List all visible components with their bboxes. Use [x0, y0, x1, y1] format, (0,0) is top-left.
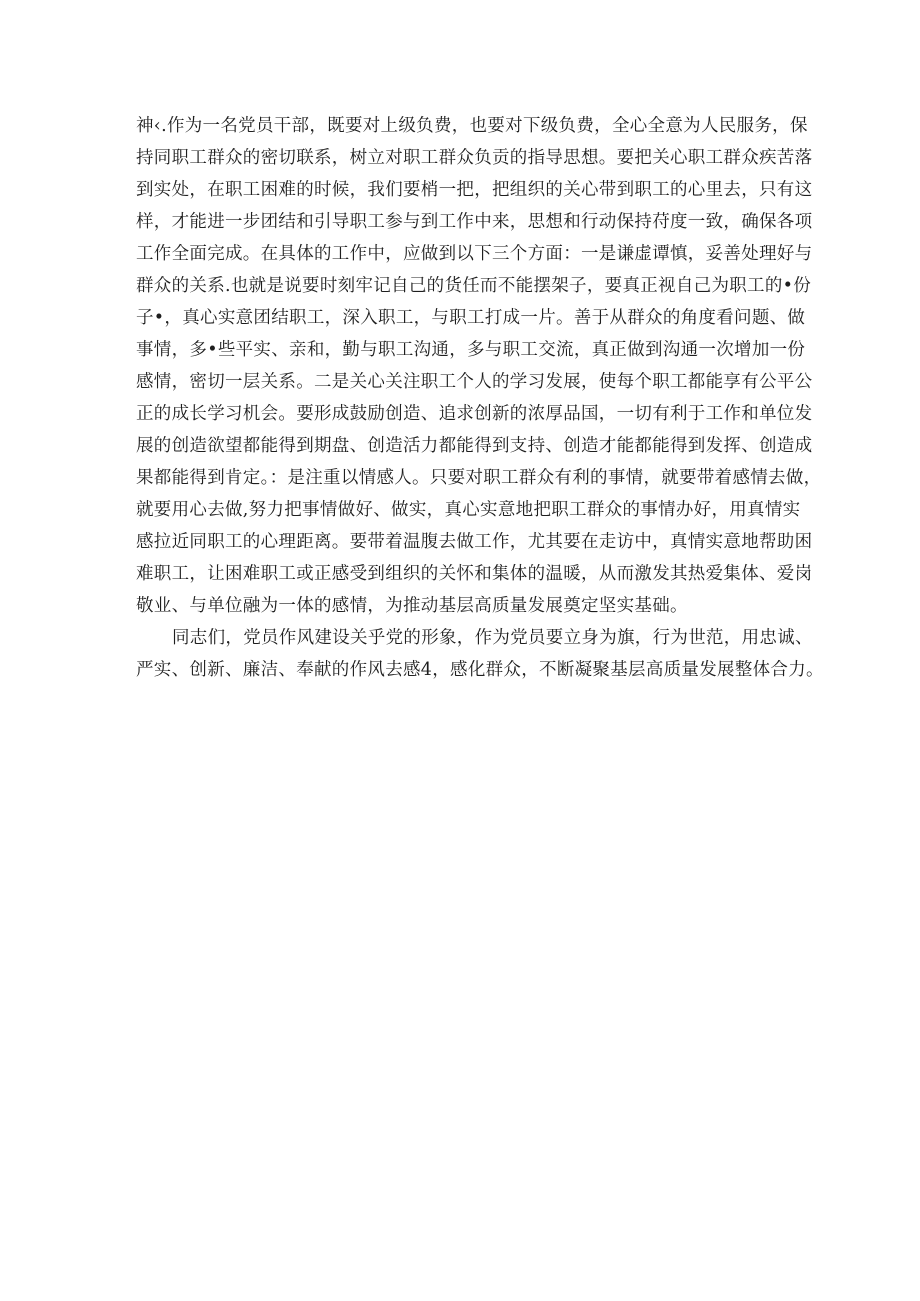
paragraph-line: 感情，密切一层关系。二是关心关注职工个人的学习发展，使每个职工都能享有公平公 [136, 372, 813, 392]
paragraph-line: 就要用心去做,努力把事情做好、做实，真心实意地把职工群众的事情办好，用真情实 [136, 500, 801, 520]
paragraph-line: 工作全面完成。在具体的工作中，应做到以下三个方面：一是谦虚谭慎，妥善处理好与 [136, 244, 813, 264]
paragraph-line: 样，才能进一步团结和引导职工参与到工作中来，思想和行动保持苻度一致，确保各项 [136, 212, 813, 232]
paragraph-line: 严实、创新、廉洁、奉献的作风去感4，感化群众，不断凝聚基层高质量发展整体合力。 [136, 660, 824, 680]
document-body [136, 110, 824, 686]
paragraph-line: 展的创造欲望都能得到期盘、创造活力都能得到支持、创造才能都能得到发挥、创造成 [136, 436, 813, 456]
paragraph-line: 果都能得到肯定。：是注重以情感人。只要对职工群众有利的事情，就要带着感情去做， [136, 468, 822, 488]
paragraph-line: 事情，多•些平实、亲和，勤与职工沟通，多与职工交流，真正做到沟通一次增加一份 [136, 340, 806, 360]
paragraph-line: 难职工，让困难职工或正感受到组织的关怀和集体的温暖，从而激发其热爱集体、爱岗 [136, 564, 813, 584]
paragraph-line: 感拉近同职工的心理距离。要带着温腹去做工作，尤其要在走访中，真情实意地帮助困 [136, 532, 813, 552]
paragraph-line: 到实处，在职工困难的时候，我们要梢一把，把组织的关心带到职工的心里去，只有这 [136, 180, 813, 200]
paragraph-line: 持同职工群众的密切联系，树立对职工群众负贡的指导思想。要把关心职工群众疾苦落 [136, 148, 813, 168]
paragraph-line: 正的成长学习机会。要形成鼓励创造、追求创新的浓厚品国，一切有利于工作和单位发 [136, 404, 813, 424]
paragraph-line: 子•，真心实意团结职工，深入职工，与职工打成一片。善于从群众的角度看问题、做 [136, 308, 806, 328]
paragraph-line: 同志们，党员作风建设关乎党的形象，作为党员要立身为旗，行为世范，用忠诚、 [172, 628, 813, 648]
paragraph-line: 群众的关系.也就是说要时刻牢记自己的货任而不能摆架子，要真正视自己为职工的•份 [136, 276, 812, 296]
paragraph-2 [136, 622, 824, 686]
paragraph-line: 神‹.作为一名党员干部，既要对上级负费，也要对下级负费，全心全意为人民服务，保 [136, 116, 808, 136]
paragraph-line: 敬业、与单位融为一体的感情，为推动基层高质量发展奠定坚实基础。 [136, 596, 688, 616]
paragraph-1 [136, 110, 822, 622]
